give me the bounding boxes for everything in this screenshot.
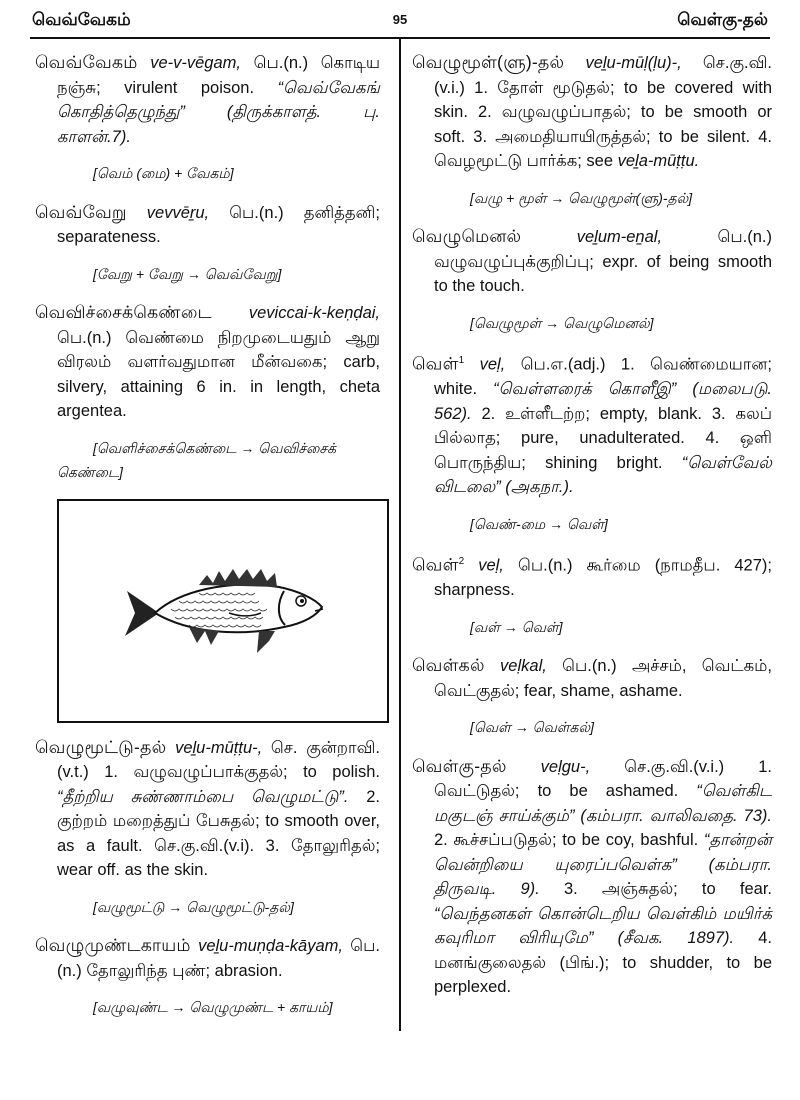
etymology: [வழு + மூள் → வெழுமூள்(ளு)-தல்]: [470, 189, 693, 206]
etymology: [வெண்-மை → வெள்]: [470, 515, 608, 532]
definition: 2. குற்றம் மறைத்துப் பேசுதல்; to smooth over, as a fault. செ.கு.வி.(v.i). 3. தோலுரிதல்; wear off. as the skin.: [57, 787, 380, 879]
running-header: [32, 10, 768, 36]
dictionary-entry: [35, 50, 380, 149]
dictionary-entry: [412, 224, 772, 299]
headword: வெவ்வேறு: [35, 201, 127, 222]
column-divider: [399, 39, 401, 1031]
fish-illustration-icon: [119, 561, 329, 661]
citation-quote: “வெள்வேல் விடலை” (அகநா.).: [434, 453, 772, 496]
dictionary-entry: [412, 349, 772, 500]
etymology: [வெள் → வெள்கல்]: [470, 719, 594, 735]
left-guide-word: வெவ்வேகம்: [32, 10, 131, 29]
headword: வெழுமெனல்: [412, 226, 522, 246]
transliteration: veḷ,: [479, 355, 506, 374]
definition: 2. உள்ளீடற்ற; empty, blank. 3. கலப் பில்லாத; pure, unadulterated. 4. ஒளி பொருந்திய; shining bright.: [434, 404, 772, 472]
citation-quote: “வெள்கிட மகுடஞ் சாய்க்கும்” (கம்பரா. வாலிவதை. 73).: [434, 782, 772, 825]
definition: பெ.எ.(adj.) 1. வெண்மையான; white.: [434, 355, 772, 398]
definition: செ. குன்றாவி.(v.t.) 1. வழுவழுப்பாக்குதல்; to polish.: [57, 738, 380, 781]
citation-quote: “வெவ்வேகங் கொதித்தெழுந்து” (திருக்காளத். பு. காளன்.7).: [57, 78, 380, 146]
dictionary-entry: [35, 933, 380, 983]
definition: பெ.(n.) வழுவழுப்புக்குறிப்பு; expr. of being smooth to the touch.: [434, 228, 772, 295]
headword: வெழுமூட்டு-தல்: [35, 736, 167, 757]
transliteration: ve-v-vēgam,: [150, 54, 241, 72]
transliteration: veḷgu-,: [540, 757, 591, 776]
dictionary-entry: [412, 754, 772, 1000]
citation-quote: “வெள்ளரைக் கொளீஇ” (மலைபடு. 562).: [434, 380, 773, 423]
fish-figure: [57, 499, 389, 723]
headword: வெழுமூள்(ளு)-தல்: [412, 52, 565, 72]
definition: 4. மனங்குலைதல் (பிங்.); to shudder, to be perplexed.: [434, 929, 772, 996]
page-number: 95: [392, 12, 408, 27]
definition: பெ.(n.) தனித்தனி; separateness.: [57, 203, 380, 246]
etymology: [வேறு + வேறு → வெவ்வேறு]: [93, 265, 282, 282]
headword: வெழுமுண்டகாயம்: [35, 935, 191, 955]
headword: வெவிச்சைக்கெண்டை: [35, 302, 212, 322]
transliteration: veḻu-muṇḍa-kāyam,: [198, 937, 343, 955]
citation-quote: “தான்றன் வென்றியை யுரைப்பவெள்க” (கம்பரா. திருவடி. 9).: [434, 831, 772, 898]
dictionary-entry: [412, 50, 772, 174]
definition: 3. அஞ்சுதல்; to fear.: [539, 880, 772, 898]
left-column: [35, 50, 380, 1034]
headword: வெள்: [412, 554, 459, 575]
citation-quote: “வெந்தனகள் கொன்டெறிய வெள்கிம் மயிர்க் கவுரிமா விரியுமே” (சீவக. 1897).: [434, 904, 772, 947]
transliteration: veḻum-eṉal,: [576, 228, 663, 246]
right-column: [412, 50, 772, 1000]
definition: 2. கூச்சப்படுதல்; to be coy, bashful.: [434, 831, 704, 849]
citation-quote: “தீற்றிய சுண்ணாம்பை வெழுமட்டு”.: [57, 787, 349, 806]
dictionary-entry: [35, 300, 380, 424]
transliteration: veḷ,: [478, 556, 504, 575]
definition: பெ.(n.) வெண்மை நிறமுடையதும் ஆறு விரலம் வளர்வதுமான மீன்வகை; carb, silvery, attaining 6 in. in length, cheta argentea.: [57, 328, 380, 420]
headword: வெள்கு-தல்: [412, 755, 507, 776]
dictionary-entry: [35, 735, 380, 883]
etymology: [வெளிச்சைக்கெண்டை → வெவிச்சைக் கெண்டை]: [57, 439, 337, 480]
dictionary-entry: [35, 200, 380, 250]
dictionary-entry: [412, 653, 772, 703]
transliteration: vevvēṟu,: [146, 203, 210, 222]
definition: பெ.(n.) கொடிய நஞ்சு; virulent poison.: [57, 54, 381, 97]
homonym-number: 1: [458, 355, 465, 366]
dictionary-entry: [412, 550, 772, 603]
definition: பெ.(n.) தோலுரிந்த புண்; abrasion.: [57, 937, 380, 980]
transliteration: veviccai-k-keṇḍai,: [248, 304, 380, 322]
etymology: [வழுமூட்டு → வெழுமூட்டு-தல்]: [93, 898, 294, 915]
definition: செ.கு.வி. (v.i.) 1. தோள் மூடுதல்; to be covered with skin. 2. வழுவழுப்பாதல்; to be smooth or soft. 3. அமைதியாயிருத்தல்; to be silent. 4. வெழமூட்டு பார்க்க; see: [434, 54, 772, 170]
headword: வெள்கல்: [412, 655, 485, 675]
etymology: [வெம் (மை) + வேகம்]: [93, 165, 234, 181]
definition: செ.கு.வி.(v.i.) 1. வெட்டுதல்; to be ashamed.: [434, 757, 772, 800]
etymology: [வழுவுண்ட → வெழுமுண்ட + காயம்]: [93, 999, 333, 1015]
transliteration: veḻu-mūḷ(ḷu)-,: [585, 54, 682, 72]
homonym-number: 2: [458, 556, 465, 567]
definition: பெ.(n.) அச்சம், வெட்கம், வெட்குதல்; fear, shame, ashame.: [434, 657, 772, 700]
etymology: [வெழுமூள் → வெழுமெனல்]: [470, 314, 654, 331]
headword: வெள்: [412, 353, 459, 374]
right-guide-word: வெள்கு-தல்: [677, 10, 768, 29]
etymology: [வள் → வெள்]: [470, 618, 563, 635]
transliteration: veḷkal,: [500, 657, 547, 675]
cross-reference: veḻa-mūṭṭu.: [617, 152, 700, 170]
definition: பெ.(n.) கூர்மை (நாமதீப. 427); sharpness.: [434, 556, 772, 599]
transliteration: veḻu-mūṭṭu-,: [175, 738, 263, 757]
headword: வெவ்வேகம்: [35, 52, 138, 72]
